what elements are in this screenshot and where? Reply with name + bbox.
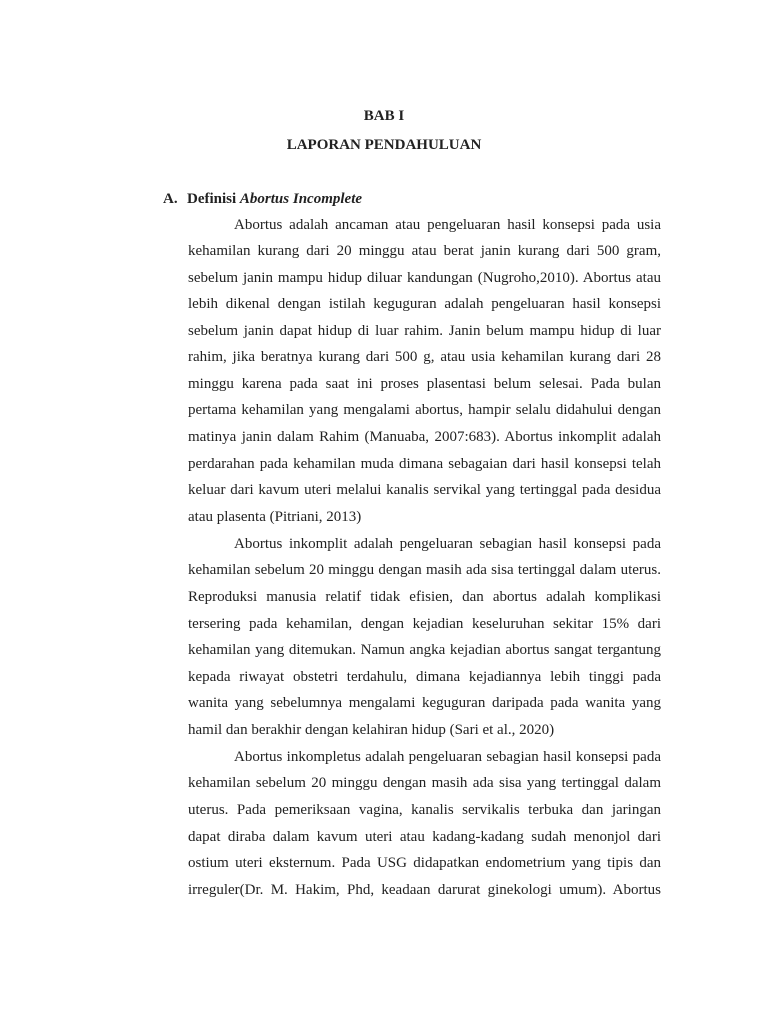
paragraph-line: kepada riwayat obstetri terdahulu, dimana kejadiannya lebih tinggi pada [188, 669, 661, 685]
section-term: Abortus Incomplete [239, 191, 363, 207]
paragraph-line: dapat diraba dalam kavum uteri atau kadang-kadang sudah menonjol dari [188, 829, 661, 845]
paragraph-line: sebelum janin dapat hidup di luar rahim. Janin belum mampu hidup di luar [188, 323, 661, 339]
paragraph-line: Abortus inkompletus adalah pengeluaran sebagian hasil konsepsi pada [234, 749, 661, 765]
paragraph-line: sebelum janin mampu hidup diluar kandungan (Nugroho,2010). Abortus atau [188, 270, 661, 286]
paragraph-line: atau plasenta (Pitriani, 2013) [188, 509, 362, 525]
paragraph-line: minggu karena pada saat ini proses plasentasi belum selesai. Pada bulan [188, 376, 661, 392]
paragraph-line: kehamilan kurang dari 20 minggu atau berat janin kurang dari 500 gram, [188, 243, 661, 259]
paragraph-line: irreguler(Dr. M. Hakim, Phd, keadaan darurat ginekologi umum). Abortus [188, 882, 661, 898]
paragraph-line: Abortus inkomplit adalah pengeluaran sebagian hasil konsepsi pada [234, 536, 661, 552]
chapter-title: LAPORAN PENDAHULUAN [286, 137, 482, 153]
paragraph-line: lebih dikenal dengan istilah keguguran adalah pengeluaran hasil konsepsi [188, 296, 661, 312]
paragraph-line: kehamilan yang ditemukan. Namun angka kejadian abortus sangat tergantung [188, 642, 661, 658]
paragraph-line: ostium uteri eksternum. Pada USG didapatkan endometrium yang tipis dan [188, 855, 661, 871]
paragraph-line: kehamilan sebelum 20 minggu dengan masih ada sisa tertinggal dalam uterus. [188, 562, 661, 578]
paragraph-line: perdarahan pada kehamilan muda dimana sebagaian dari hasil konsepsi telah [188, 456, 661, 472]
paragraph-line: hamil dan berakhir dengan kelahiran hidup (Sari et al., 2020) [188, 722, 555, 738]
section-letter: A. [163, 191, 178, 207]
section-heading [163, 191, 362, 208]
paragraph-line: keluar dari kavum uteri melalui kanalis servikal yang tertinggal pada desidua [188, 482, 661, 498]
chapter-heading: BAB I [363, 108, 405, 124]
paragraph-line: Abortus adalah ancaman atau pengeluaran hasil konsepsi pada usia [234, 217, 661, 233]
paragraph-line: kehamilan sebelum 20 minggu dengan masih ada sisa yang tertinggal dalam [188, 775, 661, 791]
paragraph-line: matinya janin dalam Rahim (Manuaba, 2007:683). Abortus inkomplit adalah [188, 429, 661, 445]
paragraph-line: uterus. Pada pemeriksaan vagina, kanalis servikalis terbuka dan jaringan [188, 802, 661, 818]
paragraph-line: pertama kehamilan yang mengalami abortus, hampir selalu didahului dengan [188, 402, 661, 418]
paragraph-line: Reproduksi manusia relatif tidak efisien, dan abortus adalah komplikasi [188, 589, 661, 605]
paragraph-line: tersering pada kehamilan, dengan kejadian keseluruhan sekitar 15% dari [188, 616, 661, 632]
section-label: Definisi [187, 191, 237, 207]
paragraph-line: wanita yang sebelumnya mengalami keguguran daripada pada wanita yang [188, 695, 661, 711]
paragraph-line: rahim, jika beratnya kurang dari 500 g, atau usia kehamilan kurang dari 28 [188, 349, 661, 365]
